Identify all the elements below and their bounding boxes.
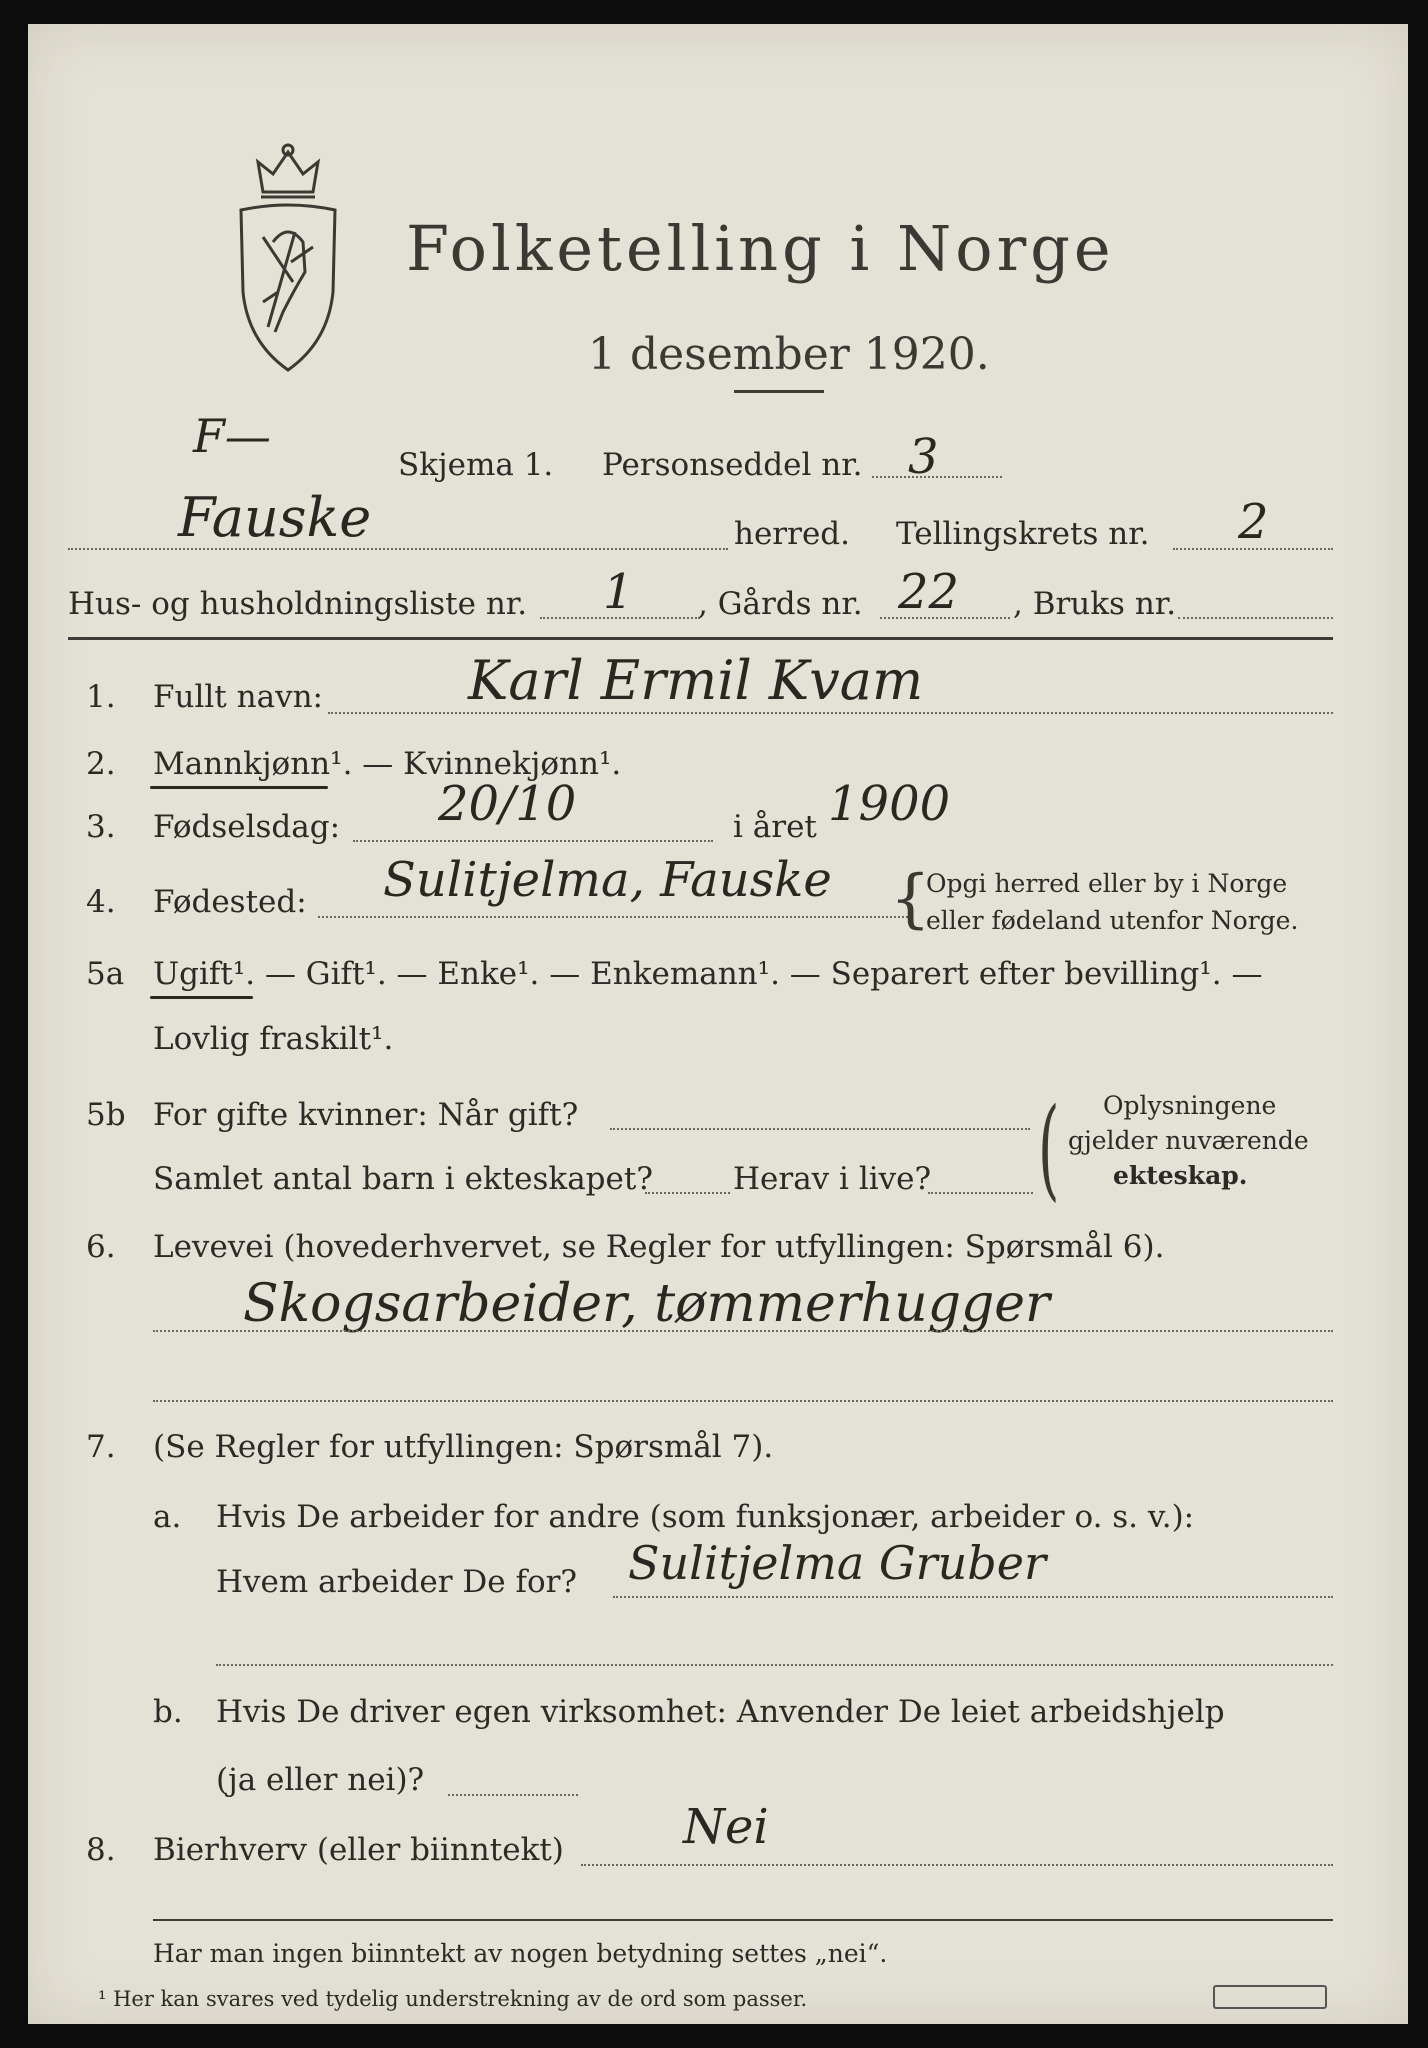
full-name-value[interactable]: Karl Ermil Kvam (468, 649, 924, 712)
gender-underline-mark (150, 786, 328, 789)
q7b-letter: b. (153, 1694, 183, 1730)
occupation-line (153, 1330, 1333, 1332)
hus-value[interactable]: 1 (603, 564, 634, 620)
gards-label: , Gårds nr. (698, 586, 863, 622)
herred-mark: F— (193, 409, 271, 463)
bracket-glyph: ( (1038, 1084, 1060, 1212)
year-label: i året (733, 809, 817, 845)
q3-label: Fødselsdag: (153, 809, 341, 845)
footnote: ¹ Her kan svares ved tydelig understrekning av de ord som passer. (98, 1987, 808, 2011)
own-business-line (448, 1794, 578, 1796)
birthplace-note-line2: eller fødeland utenfor Norge. (926, 906, 1299, 935)
tellingskrets-label: Tellingskrets nr. (896, 516, 1150, 552)
q5b-number: 5b (86, 1097, 126, 1133)
footer-note: Har man ingen biinntekt av nogen betydning settes „nei“. (153, 1939, 888, 1968)
employer-value[interactable]: Sulitjelma Gruber (628, 1536, 1046, 1590)
form-title: Folketelling i Norge (406, 212, 1115, 285)
census-form-page (28, 24, 1408, 2024)
gards-value[interactable]: 22 (898, 564, 960, 620)
q8-number: 8. (86, 1832, 116, 1868)
employer-line (613, 1596, 1333, 1598)
alive-line (928, 1192, 1033, 1194)
birthdate-value[interactable]: 20/10 (438, 776, 577, 832)
occupation-line-2 (153, 1400, 1333, 1402)
printer-stamp (1213, 1985, 1327, 2009)
gender-options: Mannkjønn¹. — Kvinnekjønn¹. (153, 746, 622, 782)
bruks-label: , Bruks nr. (1013, 586, 1177, 622)
form-date: 1 desember 1920. (588, 329, 990, 380)
herred-value[interactable]: Fauske (178, 486, 372, 549)
q7b-line2: (ja eller nei)? (216, 1762, 425, 1798)
occupation-label: Levevei (hovederhvervet, se Regler for utfyllingen: Spørsmål 6). (153, 1229, 1165, 1265)
q7-number: 7. (86, 1429, 116, 1465)
marriage-note-line3: ekteskap. (1113, 1161, 1248, 1190)
q5a-number: 5a (86, 956, 125, 992)
marital-options-line2: Lovlig fraskilt¹. (153, 1021, 394, 1057)
birthplace-line (318, 916, 908, 918)
tellingskrets-value[interactable]: 2 (1238, 494, 1269, 550)
skjema-label: Skjema 1. (398, 447, 554, 483)
q3-number: 3. (86, 809, 116, 845)
q7a-letter: a. (153, 1499, 182, 1535)
herred-label: herred. (734, 516, 850, 552)
birthdate-line (353, 840, 713, 842)
header-rule (68, 637, 1333, 640)
employer-line-2 (216, 1664, 1333, 1666)
bruks-line (1178, 617, 1333, 619)
q1-label: Fullt navn: (153, 679, 323, 715)
q4-number: 4. (86, 884, 116, 920)
herred-line (68, 548, 728, 550)
occupation-value[interactable]: Skogsarbeider, tømmerhugger (243, 1274, 1050, 1334)
birth-year-value[interactable]: 1900 (828, 776, 951, 832)
children-line (645, 1192, 730, 1194)
hus-label: Hus- og husholdningsliste nr. (68, 586, 528, 622)
footer-rule (153, 1919, 1333, 1921)
personseddel-value[interactable]: 3 (908, 429, 939, 485)
q7b-line1: Hvis De driver egen virksomhet: Anvender De leiet arbeidshjelp (216, 1694, 1225, 1730)
q4-label: Fødested: (153, 884, 307, 920)
q7-label: (Se Regler for utfyllingen: Spørsmål 7). (153, 1429, 774, 1465)
marital-options: Ugift¹. — Gift¹. — Enke¹. — Enkemann¹. — Separert efter bevilling¹. — (153, 956, 1263, 992)
q7a-line1: Hvis De arbeider for andre (som funksjonær, arbeider o. s. v.): (216, 1499, 1195, 1535)
birthplace-value[interactable]: Sulitjelma, Fauske (383, 852, 832, 908)
side-income-line (581, 1864, 1333, 1866)
q7a-line2: Hvem arbeider De for? (216, 1564, 578, 1600)
marital-underline-mark (150, 996, 253, 999)
coat-of-arms-icon (233, 142, 343, 372)
children-label: Samlet antal barn i ekteskapet? (153, 1161, 653, 1197)
side-income-label: Bierhverv (eller biinntekt) (153, 1832, 564, 1868)
personseddel-label: Personseddel nr. (602, 447, 863, 483)
brace-glyph: { (890, 862, 931, 936)
q6-number: 6. (86, 1229, 116, 1265)
marriage-note-line2: gjelder nuværende (1068, 1126, 1309, 1155)
married-when-label: For gifte kvinner: Når gift? (153, 1097, 579, 1133)
marriage-note-line1: Oplysningene (1103, 1091, 1277, 1120)
q1-line (328, 712, 1333, 714)
birthplace-note-line1: Opgi herred eller by i Norge (926, 869, 1288, 898)
side-income-value[interactable]: Nei (683, 1799, 769, 1855)
title-divider (734, 390, 824, 393)
q1-number: 1. (86, 679, 116, 715)
q2-number: 2. (86, 746, 116, 782)
married-when-line (610, 1128, 1030, 1130)
alive-label: Herav i live? (733, 1161, 932, 1197)
